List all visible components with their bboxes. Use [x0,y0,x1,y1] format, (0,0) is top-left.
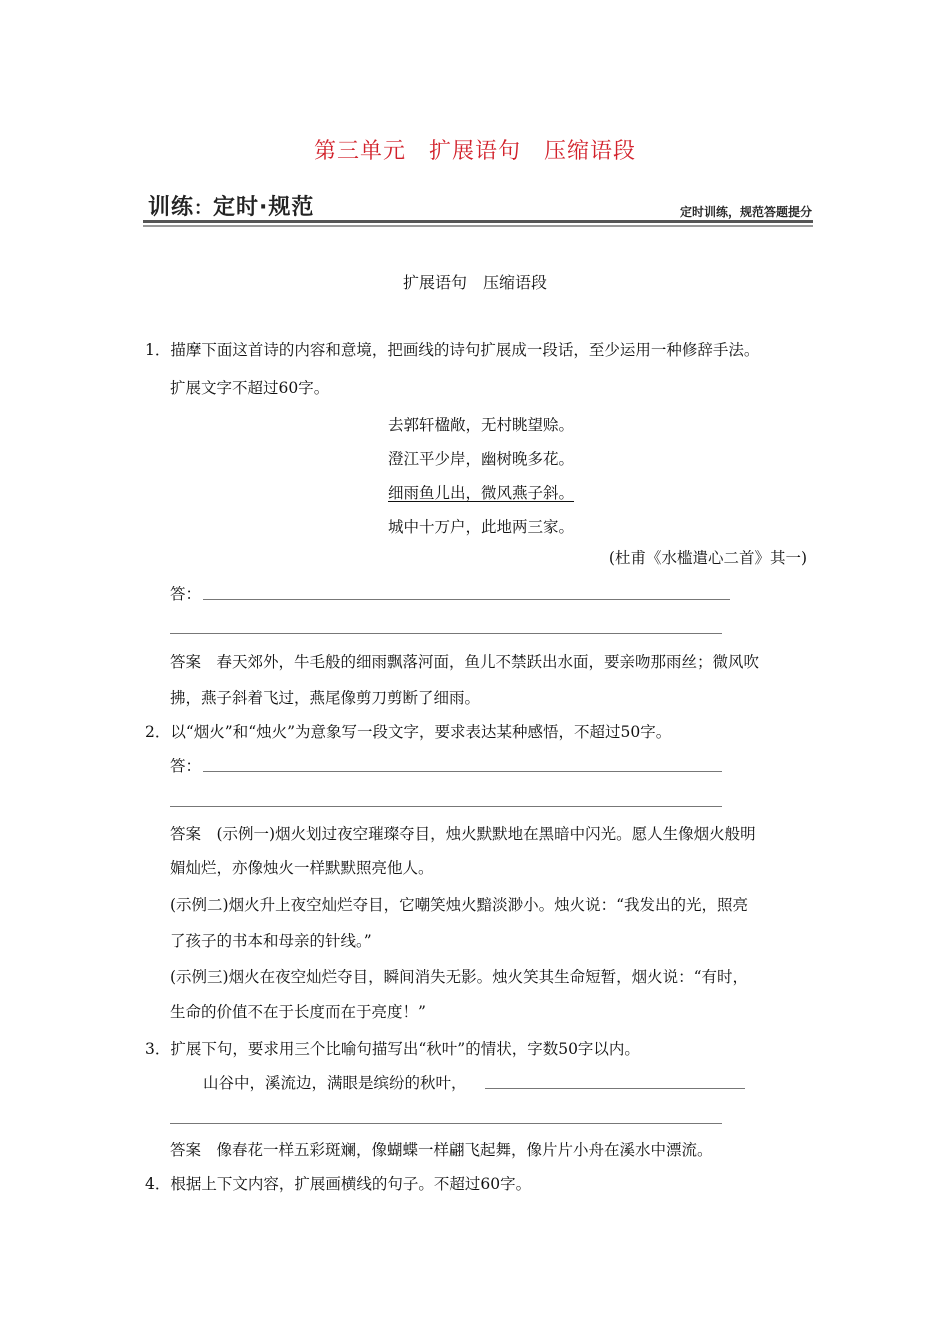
poem-line-3-underlined: 细雨鱼儿出，微风燕子斜。 [388,484,575,502]
poem-line-4: 城中十万户，此地两三家。 [388,518,575,536]
q2-answer-blank-1[interactable] [203,771,722,772]
q2-answer-label: 答： [170,757,202,775]
banner-title-separator: ： [194,198,214,219]
banner-rule-thin [143,225,813,227]
q3-prompt: 山谷中，溪流边，满眼是缤纷的秋叶， [203,1074,467,1092]
banner-title-sub: 定时·规范 [213,195,315,220]
q3-stem: 3．扩展下句，要求用三个比喻句描写出“秋叶”的情状，字数50字以内。 [145,1040,640,1058]
banner-slogan: 定时训练，规范答题提分 [679,205,812,219]
banner-title [148,190,314,221]
poem-line-2: 澄江平少岸，幽树晚多花。 [388,450,575,468]
page-title: 第三单元 扩展语句 压缩语段 [313,139,636,164]
q1-answer-text-1: 答案 春天郊外，牛毛般的细雨飘落河面，鱼儿不禁跃出水面，要亲吻那雨丝；微风吹 [170,653,760,671]
q1-answer-text-2: 拂，燕子斜着飞过，燕尾像剪刀剪断了细雨。 [170,689,481,707]
poem-line-1: 去郭轩楹敞，无村眺望赊。 [388,416,575,434]
q2-answer-text-2: 媚灿烂，亦像烛火一样默默照亮他人。 [170,859,434,877]
q2-answer-text-1: 答案 (示例一)烟火划过夜空璀璨夺目，烛火默默地在黑暗中闪光。愿人生像烟火般明 [170,825,756,843]
q2-answer-text-4: 了孩子的书本和母亲的针线。” [170,932,372,950]
q2-answer-text-5: (示例三)烟火在夜空灿烂夺目，瞬间消失无影。烛火笑其生命短暂，烟火说：“有时， [170,968,749,986]
banner-rule [143,220,813,223]
q1-answer-blank-1[interactable] [203,599,730,600]
q3-answer-blank-1[interactable] [485,1088,745,1089]
q3-answer-blank-2[interactable] [170,1123,722,1124]
q4-stem: 4．根据上下文内容，扩展画横线的句子。不超过60字。 [145,1175,532,1193]
poem-source: (杜甫《水槛遣心二首》其一) [608,549,807,567]
q1-answer-blank-2[interactable] [170,633,722,634]
q1-stem: 1．描摩下面这首诗的内容和意境，把画线的诗句扩展成一段话，至少运用一种修辞手法。 [145,341,760,359]
banner-title-main: 训练 [148,195,195,220]
q2-answer-text-6: 生命的价值不在于长度而在于亮度！” [170,1003,426,1021]
q2-stem: 2．以“烟火”和“烛火”为意象写一段文字，要求表达某种感悟，不超过50字。 [145,723,672,741]
q2-answer-blank-2[interactable] [170,806,722,807]
q1-stem-cont: 扩展文字不超过60字。 [170,379,330,397]
q2-answer-text-3: (示例二)烟火升上夜空灿烂夺目，它嘲笑烛火黯淡渺小。烛火说：“我发出的光，照亮 [170,896,749,914]
section-subtitle: 扩展语句 压缩语段 [402,273,547,292]
q1-answer-label: 答： [170,585,202,603]
q3-answer-text: 答案 像春花一样五彩斑斓，像蝴蝶一样翩飞起舞，像片片小舟在溪水中漂流。 [170,1141,713,1159]
